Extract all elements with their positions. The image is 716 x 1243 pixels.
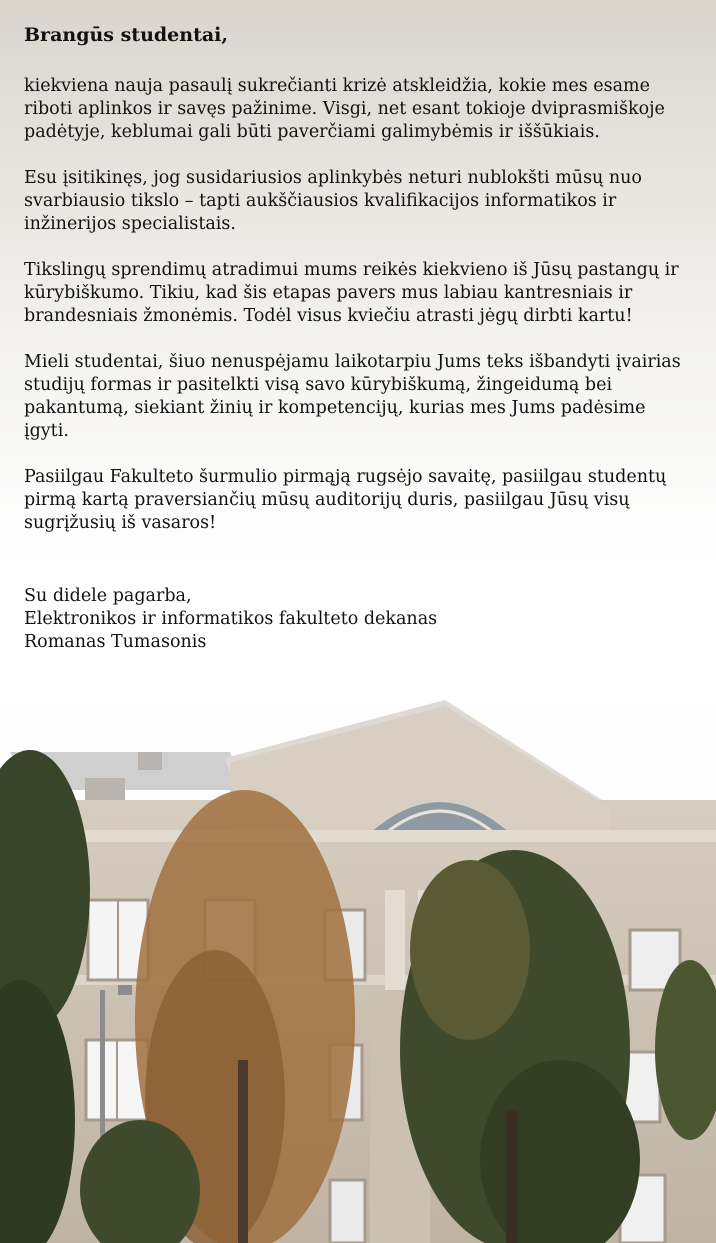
letter-paragraph-4: Mieli studentai, šiuo nenuspėjamu laikotarpiu Jums teks išbandyti įvairias studijų formas ir pasitelkti visą savo kūrybiškumą, žingeidumą bei pakantumą, siekiant žinių ir kompetencijų, kurias mes Jums padėsime įgyti.	[24, 352, 681, 441]
signoff-name: Romanas Tumasonis	[24, 632, 207, 652]
letter-paragraph-2: Esu įsitikinęs, jog susidariusios aplinkybės neturi nublokšti mūsų nuo svarbiausio tikslo – tapti aukščiausios kvalifikacijos informatikos ir inžinerijos specialistais.	[24, 168, 642, 234]
signoff-title: Elektronikos ir informatikos fakulteto dekanas	[24, 609, 438, 629]
letter-greeting: Brangūs studentai,	[24, 24, 228, 46]
letter	[24, 22, 694, 654]
letter-paragraph-3: Tikslingų sprendimų atradimui mums reikės kiekvieno iš Jūsų pastangų ir kūrybiškumo. Tikiu, kad šis etapas pavers mus labiau kantresniais ir brandesniais žmonėmis. Todėl visus kviečiu atrasti jėgų dirbti kartu!	[24, 260, 679, 326]
letter-signoff	[24, 585, 694, 654]
letter-paragraph-1: kiekviena nauja pasaulį sukrečianti krizė atskleidžia, kokie mes esame riboti aplinkos ir savęs pažinime. Visgi, net esant tokioje dviprasmiškoje padėtyje, keblumai gali būti paverčiami galimybėmis ir iššūkiais.	[24, 76, 665, 142]
letter-paragraph-5: Pasiilgau Fakulteto šurmulio pirmąją rugsėjo savaitę, pasiilgau studentų pirmą kartą praversiančių mūsų auditorijų duris, pasiilgau Jūsų visų sugrįžusių iš vasaros!	[24, 467, 667, 533]
signoff-closing: Su didele pagarba,	[24, 586, 192, 606]
faculty-building-photo	[0, 690, 716, 1243]
